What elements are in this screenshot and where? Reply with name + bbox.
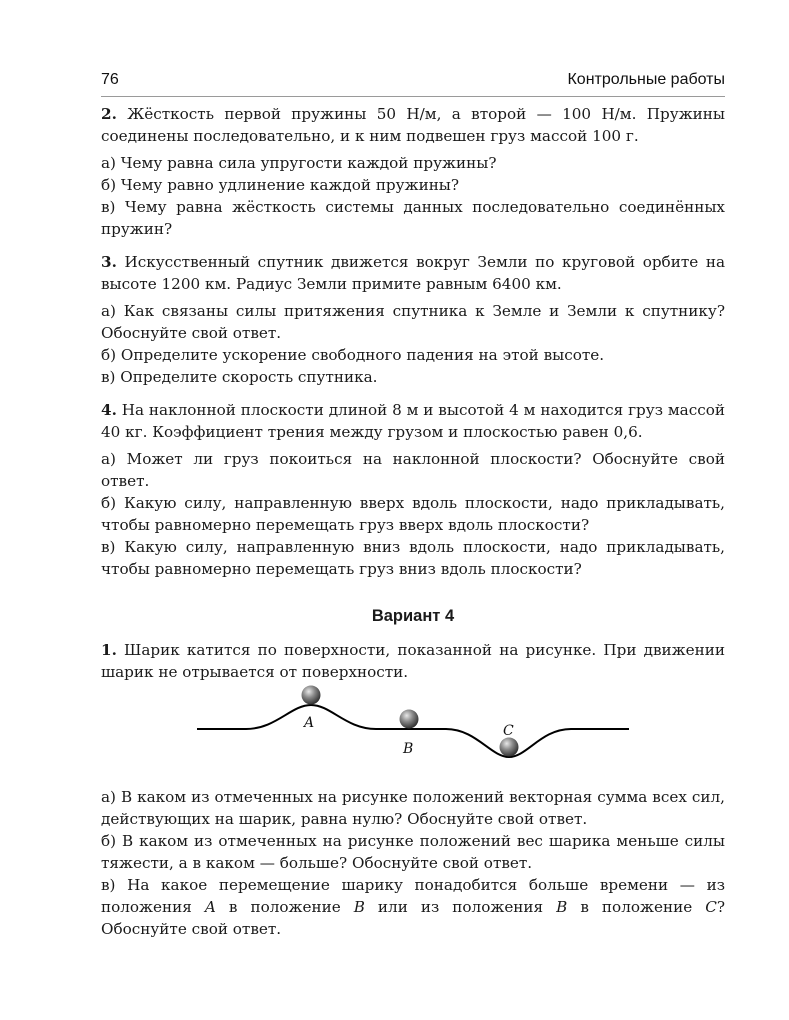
- ball-c: [500, 738, 519, 757]
- task-number: 4.: [101, 401, 117, 419]
- subquestion: а) В каком из отмеченных на рисунке положений векторная сумма всех сил, действующих на шарик, равна нулю? Обоснуйте свой ответ.: [101, 788, 725, 828]
- task-4: [101, 399, 725, 443]
- variant-heading: Вариант 4: [371, 607, 455, 625]
- label-a: A: [304, 715, 315, 731]
- text-part: в) На какое перемещение шарику понадобится больше времени — из положения: [101, 876, 725, 916]
- text-part: в положение: [567, 898, 706, 916]
- subquestion: б) Определите ускорение свободного падения на этой высоте.: [101, 346, 605, 364]
- position-var: A: [204, 898, 216, 916]
- task-number: 1.: [101, 641, 117, 659]
- subquestion: в) Чему равна жёсткость системы данных последовательно соединённых пружин?: [101, 198, 725, 238]
- task-text: Шарик катится по поверхности, показанной на рисунке. При движении шарик не отрывается от поверхности.: [101, 641, 725, 681]
- task-text: Искусственный спутник движется вокруг Земли по круговой орбите на высоте 1200 км. Радиус Земли примите равным 6400 км.: [101, 253, 726, 293]
- subquestion: в) Какую силу, направленную вниз вдоль плоскости, надо прикладывать, чтобы равномерно перемещать груз вниз вдоль плоскости?: [101, 538, 725, 578]
- position-var: C: [705, 898, 717, 916]
- position-var: B: [556, 898, 568, 916]
- text-part: в положение: [215, 898, 354, 916]
- task-number: 3.: [101, 253, 117, 271]
- subquestion: [101, 874, 725, 940]
- position-var: B: [353, 898, 365, 916]
- running-title: Контрольные работы: [567, 71, 725, 88]
- label-b: B: [403, 741, 414, 757]
- label-c: C: [503, 723, 514, 739]
- subquestion: в) Определите скорость спутника.: [101, 368, 378, 386]
- task-number: 2.: [101, 105, 117, 123]
- text-part: ? Обоснуйте свой ответ.: [101, 898, 725, 938]
- surface-figure: [101, 685, 725, 780]
- page-header: [101, 68, 725, 97]
- subquestion: а) Как связаны силы притяжения спутника к Земле и Земли к спутнику? Обоснуйте свой ответ.: [101, 302, 725, 342]
- page-content: [101, 103, 725, 940]
- task-2: [101, 103, 725, 147]
- page-number: 76: [101, 71, 119, 88]
- subquestion: а) Может ли груз покоиться на наклонной плоскости? Обоснуйте свой ответ.: [101, 450, 725, 490]
- task-text: На наклонной плоскости длиной 8 м и высотой 4 м находится груз массой 40 кг. Коэффициент трения между грузом и плоскостью равен 0,6.: [101, 401, 725, 441]
- task-3: [101, 251, 725, 295]
- variant-task-1: [101, 639, 725, 683]
- ball-b: [400, 710, 419, 729]
- subquestion: а) Чему равна сила упругости каждой пружины?: [101, 154, 497, 172]
- task-text: Жёсткость первой пружины 50 Н/м, а второй — 100 Н/м. Пружины соединены последовательно, и к ним подвешен груз массой 100 г.: [101, 105, 725, 145]
- subquestion: б) В каком из отмеченных на рисунке положений вес шарика меньше силы тяжести, а в каком — больше? Обоснуйте свой ответ.: [101, 832, 725, 872]
- rolling-ball-diagram: [101, 685, 725, 780]
- ball-a: [302, 686, 321, 705]
- subquestion: б) Чему равно удлинение каждой пружины?: [101, 176, 460, 194]
- subquestion: б) Какую силу, направленную вверх вдоль плоскости, надо прикладывать, чтобы равномерно перемещать груз вверх вдоль плоскости?: [101, 494, 725, 534]
- text-part: или из положения: [364, 898, 557, 916]
